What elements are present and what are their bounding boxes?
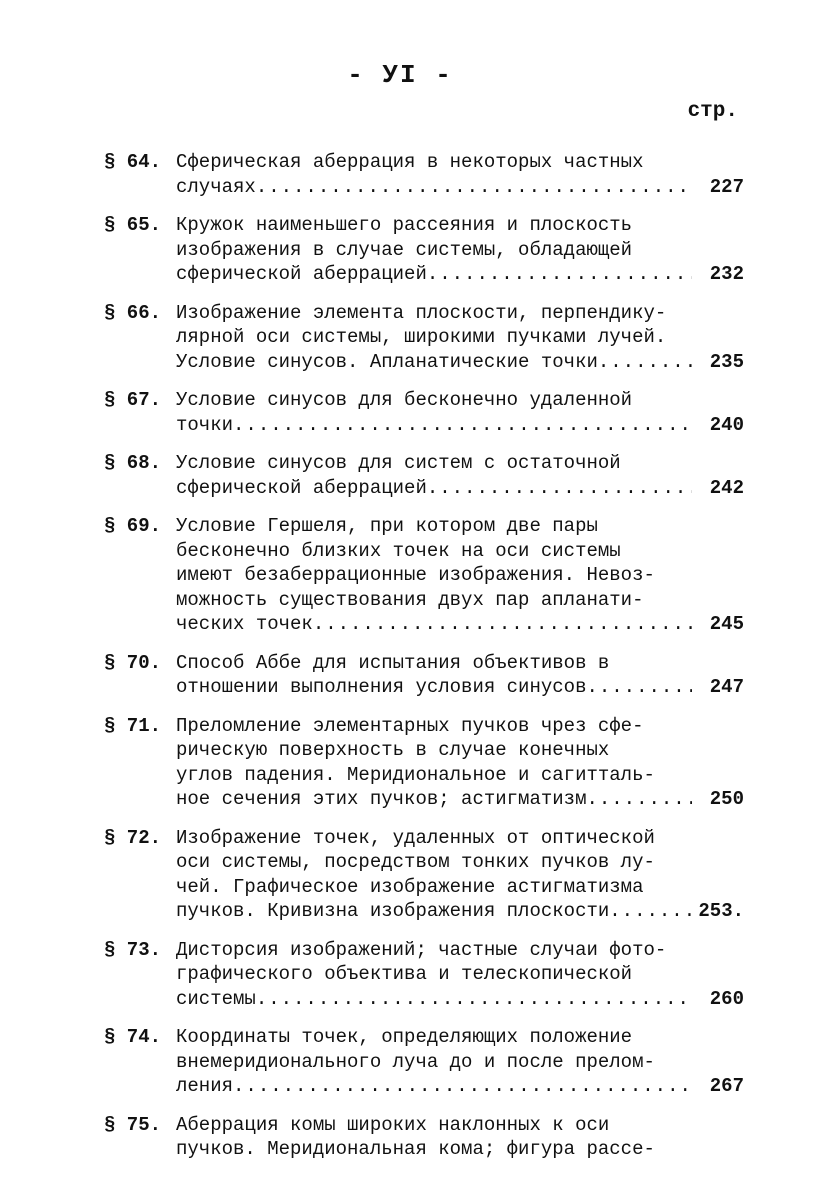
- dot-leader: [256, 175, 692, 200]
- section-title: [176, 514, 744, 637]
- page-column-label: стр.: [687, 100, 738, 123]
- title-last-line: [176, 476, 692, 501]
- title-line: Преломление элементарных пучков чрез сфе-: [176, 714, 644, 737]
- title-line: Изображение элемента плоскости, перпендику-: [176, 301, 667, 324]
- title-last-line: [176, 787, 692, 812]
- title-last-line: [176, 899, 692, 924]
- page-number: - УI -: [347, 60, 453, 90]
- section-title: [176, 150, 744, 199]
- toc-entry: [104, 1113, 744, 1162]
- title-line: системы: [176, 987, 256, 1010]
- title-line: отношении выполнения условия синусов: [176, 676, 587, 698]
- title-line: Кружок наименьшего рассеяния и плоскость: [176, 214, 633, 236]
- section-title: [176, 938, 744, 1012]
- title-line: внемеридионального луча до и после прелом-: [176, 1050, 655, 1073]
- page-reference: 242: [709, 476, 744, 499]
- section-title: [176, 301, 744, 375]
- page-reference: 250: [709, 788, 744, 810]
- section-number: § 74.: [104, 1026, 162, 1048]
- page-reference: 253.: [698, 900, 744, 922]
- dot-leader: [586, 787, 692, 812]
- title-line: случаях: [176, 175, 256, 198]
- section-number: § 68.: [104, 452, 162, 474]
- section-number: § 65.: [104, 214, 162, 236]
- title-line: Условие Гершеля, при котором две пары: [176, 515, 598, 537]
- section-title: [176, 651, 744, 700]
- title-line: ное сечения этих пучков; астигматизм: [176, 788, 587, 810]
- dot-leader: [233, 413, 692, 438]
- title-line: Координаты точек, определяющих положение: [176, 1026, 633, 1048]
- title-line: изображения в случае системы, обладающей: [176, 238, 633, 261]
- toc-entry: [104, 451, 744, 500]
- section-number: § 64.: [104, 151, 162, 173]
- title-line: Условие синусов. Апланатические точки: [176, 350, 598, 373]
- dot-leader: [609, 899, 692, 924]
- title-last-line: [176, 675, 692, 700]
- page-reference: 260: [709, 987, 744, 1010]
- section-number: § 73.: [104, 938, 162, 961]
- section-title: [176, 1025, 744, 1099]
- title-line: ческих точек: [176, 613, 313, 635]
- title-line: сферической аберрацией: [176, 263, 427, 285]
- section-title: [176, 1113, 744, 1162]
- dot-leader: [233, 1074, 692, 1099]
- section-number: § 75.: [104, 1113, 162, 1136]
- title-line: углов падения. Меридиональное и сагитталь-: [176, 763, 655, 786]
- title-line: Дисторсия изображений; частные случаи фото-: [176, 938, 667, 961]
- title-last-line: [176, 350, 692, 375]
- title-line: можность существования двух пар апланати-: [176, 588, 644, 611]
- dot-leader: [256, 987, 692, 1012]
- title-last-line: [176, 413, 692, 438]
- title-line: Способ Аббе для испытания объективов в: [176, 651, 610, 674]
- section-title: [176, 388, 744, 437]
- title-line: Аберрация комы широких наклонных к оси: [176, 1113, 610, 1136]
- section-title: [176, 826, 744, 924]
- title-line: пучков. Кривизна изображения плоскости: [176, 900, 610, 922]
- section-number: § 72.: [104, 826, 162, 849]
- title-last-line: [176, 175, 692, 200]
- page-reference: 227: [709, 175, 744, 198]
- toc-entry: [104, 826, 744, 924]
- title-line: чей. Графическое изображение астигматизма: [176, 875, 644, 898]
- section-title: [176, 451, 744, 500]
- dot-leader: [586, 675, 692, 700]
- title-line: бесконечно близких точек на оси системы: [176, 539, 621, 562]
- toc-entry: [104, 514, 744, 637]
- section-title: [176, 714, 744, 812]
- dot-leader: [598, 350, 692, 375]
- title-line: имеют безаберрационные изображения. Невоз-: [176, 564, 655, 586]
- section-title: [176, 213, 744, 287]
- toc-entry: [104, 150, 744, 199]
- page-reference: 232: [709, 263, 744, 285]
- title-last-line: [176, 1074, 692, 1099]
- toc-entry: [104, 938, 744, 1012]
- title-line: точки: [176, 413, 234, 436]
- title-line: ления: [176, 1075, 234, 1097]
- toc-entry: [104, 651, 744, 700]
- title-last-line: [176, 987, 692, 1012]
- page-reference: 245: [709, 613, 744, 635]
- section-number: § 69.: [104, 515, 162, 537]
- title-line: Условие синусов для систем с остаточной: [176, 452, 621, 474]
- dot-leader: [427, 262, 692, 287]
- section-number: § 71.: [104, 714, 162, 737]
- section-number: § 67.: [104, 389, 162, 411]
- title-line: Условие синусов для бесконечно удаленной: [176, 389, 633, 411]
- page-reference: 240: [709, 413, 744, 436]
- title-line: рическую поверхность в случае конечных: [176, 739, 610, 761]
- dot-leader: [313, 612, 692, 637]
- title-line: сферической аберрацией: [176, 476, 427, 499]
- title-line: Сферическая аберрация в некоторых частных: [176, 151, 644, 173]
- toc-entry: [104, 1025, 744, 1099]
- page-reference: 247: [709, 676, 744, 698]
- table-of-contents: [104, 150, 744, 1176]
- dot-leader: [427, 476, 692, 501]
- title-line: пучков. Меридиональная кома; фигура рассе-: [176, 1138, 655, 1160]
- toc-entry: [104, 388, 744, 437]
- toc-entry: [104, 213, 744, 287]
- title-line: Изображение точек, удаленных от оптической: [176, 826, 655, 849]
- page-reference: 267: [709, 1075, 744, 1097]
- title-line: лярной оси системы, широкими пучками лучей.: [176, 326, 667, 348]
- section-number: § 70.: [104, 651, 162, 674]
- title-line: оси системы, посредством тонких пучков лу-: [176, 851, 655, 873]
- toc-entry: [104, 301, 744, 375]
- title-line: графического объектива и телескопической: [176, 963, 633, 985]
- title-last-line: [176, 612, 692, 637]
- toc-entry: [104, 714, 744, 812]
- section-number: § 66.: [104, 301, 162, 324]
- title-last-line: [176, 262, 692, 287]
- page-reference: 235: [709, 350, 744, 373]
